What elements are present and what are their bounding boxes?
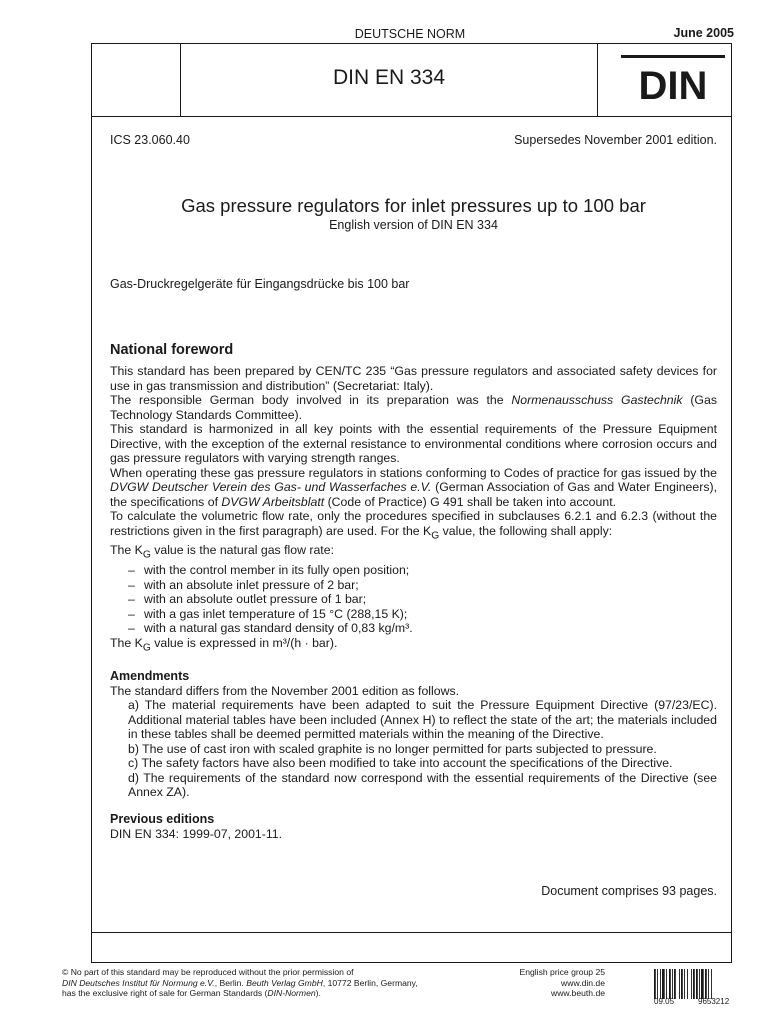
supersedes-note: Supersedes November 2001 edition. — [514, 133, 717, 147]
list-item: – with the control member in its fully open position; — [126, 563, 717, 578]
barcode-bar — [674, 969, 676, 999]
text-run: DIN-Normen — [267, 988, 316, 998]
copyright-line — [62, 988, 492, 999]
barcode-bar — [666, 969, 667, 999]
barcode-bar — [701, 969, 704, 999]
title-divider-right — [597, 43, 598, 116]
barcode-bar — [699, 969, 700, 999]
barcode-bar — [705, 969, 707, 999]
foreword-heading: National foreword — [110, 342, 234, 358]
text-run: value, the following shall apply: — [439, 523, 613, 538]
foreword-paragraph: This standard has been prepared by CEN/TC 235 “Gas pressure regulators and associated safety devices for use in gas transmission and distribution” (Secretariat: Italy). — [110, 364, 717, 393]
previous-editions-text: DIN EN 334: 1999-07, 2001-11. — [110, 826, 283, 841]
barcode-bar — [672, 969, 673, 999]
main-title: Gas pressure regulators for inlet pressures up to 100 bar — [181, 195, 646, 216]
website-link[interactable]: www.beuth.de — [551, 988, 605, 998]
foreword-paragraph — [110, 636, 717, 656]
german-title: Gas-Druckregelgeräte für Eingangsdrücke bis 100 bar — [110, 277, 410, 291]
text-run: DIN Deutsches Institut für Normung e.V. — [62, 977, 215, 988]
norm-label: DEUTSCHE NORM — [354, 27, 466, 41]
text-run: ). — [315, 988, 321, 998]
barcode-bar — [679, 969, 680, 999]
amendments-heading: Amendments — [110, 668, 190, 683]
copyright-line — [62, 978, 492, 989]
barcode-number: 9653212 — [698, 997, 730, 1006]
text-run: The K — [110, 635, 143, 650]
text-run: , 10772 Berlin, Germany, — [322, 977, 418, 988]
amendments-intro: The standard differs from the November 2001 edition as follows. — [110, 683, 460, 698]
amendment-item: a) The material requirements have been adapted to suit the Pressure Equipment Directive (97/23/EC). Additional material tables have been included (Annex H) to reflect the state of the art; the materials included in these tables shall be deemed permitted materials within the meaning of the Directive. — [128, 698, 717, 742]
price-group: English price group 25 — [519, 967, 605, 977]
list-item: – with a natural gas standard density of 0,83 kg/m³. — [126, 621, 717, 636]
barcode-bar — [657, 969, 658, 999]
foreword-paragraph — [110, 543, 717, 563]
barcode-bar — [660, 969, 661, 999]
barcode-bar — [708, 969, 709, 999]
document-number: DIN EN 334 — [332, 66, 446, 89]
barcode-bar — [681, 969, 683, 999]
copyright-line: © No part of this standard may be reproduced without the prior permission of — [62, 967, 354, 977]
page-count-note: Document comprises 93 pages. — [541, 884, 717, 898]
barcode-bar — [684, 969, 685, 999]
text-run: , Berlin. — [214, 977, 247, 988]
committee-name: Normenausschuss Gastechnik — [511, 393, 683, 407]
foreword-paragraph — [110, 393, 717, 422]
foreword-paragraph — [110, 509, 717, 543]
title-block — [91, 43, 732, 117]
subscript: G — [142, 549, 151, 561]
barcode-bar — [687, 969, 688, 999]
barcode-bar — [691, 969, 692, 999]
text-run: The responsible German body involved in its preparation was the — [110, 393, 512, 407]
subscript: G — [431, 529, 440, 541]
document-body — [110, 342, 717, 841]
logo-text: DIN — [638, 64, 708, 105]
text-run: (Gas Technology Standards Committee). — [110, 393, 717, 422]
association-name: DVGW Deutscher Verein des Gas- und Wasserfaches e.V. — [110, 480, 432, 494]
website-link[interactable]: www.din.de — [561, 977, 605, 988]
text-run: The K — [110, 543, 143, 558]
text-run: Beuth Verlag GmbH — [246, 977, 323, 988]
text-run: value is expressed in m³/(h · bar). — [150, 635, 338, 650]
text-run: value is the natural gas flow rate: — [150, 543, 334, 558]
amendment-item: b) The use of cast iron with scaled graphite is no longer permitted for parts subjected to pressure. — [128, 741, 657, 756]
foreword-paragraph — [110, 466, 717, 510]
previous-editions-heading: Previous editions — [110, 811, 215, 826]
amendment-item: d) The requirements of the standard now correspond with the essential requirements of the Directive (see Annex ZA). — [128, 770, 717, 800]
text-run: has the exclusive right of sale for German Standards ( — [62, 988, 268, 998]
barcode-bar — [711, 969, 712, 999]
publication-date: June 2005 — [673, 26, 734, 40]
text-run: When operating these gas pressure regulators in stations conforming to Codes of practice for gas issued by the — [110, 465, 717, 480]
barcode-bar — [696, 969, 698, 999]
logo-top-bar — [621, 55, 725, 58]
din-logo-icon — [621, 55, 725, 105]
footer-divider — [91, 932, 732, 933]
foreword-paragraph: This standard is harmonized in all key points with the essential requirements of the Pressure Equipment Directive, with the exception of the external resistance to environmental conditions where corrosion occurs and gas pressure regulators with varying strength ranges. — [110, 422, 717, 465]
code-name: DVGW Arbeitsblatt — [221, 494, 325, 509]
barcode-date: 09.05 — [654, 997, 675, 1006]
text-run: To calculate the volumetric flow rate, only the procedures specified in subclauses 6.2.1 and 6.2.3 (without the restrictions given in the first paragraph) are used. For the K — [110, 509, 717, 538]
list-item: – with a gas inlet temperature of 15 °C (288,15 K); — [126, 607, 717, 622]
subscript: G — [142, 642, 151, 654]
copyright-notice — [62, 967, 492, 999]
text-run: (Code of Practice) G 491 shall be taken into account. — [324, 494, 617, 509]
list-item: – with an absolute outlet pressure of 1 bar; — [126, 592, 717, 607]
barcode-icon — [654, 967, 734, 1001]
subtitle: English version of DIN EN 334 — [329, 218, 498, 232]
price-info — [497, 967, 605, 999]
condition-list — [110, 563, 717, 636]
barcode-bar — [693, 969, 695, 999]
amendment-item: c) The safety factors have also been modified to take into account the specifications of the Directive. — [128, 756, 673, 771]
barcode-bar — [654, 969, 656, 999]
barcode-bar — [662, 969, 665, 999]
text-run: (German Association of Gas and Water Engineers), the specifications of — [110, 480, 717, 509]
ics-code: ICS 23.060.40 — [110, 133, 190, 147]
barcode-bar — [669, 969, 671, 999]
list-item: – with an absolute inlet pressure of 2 bar; — [126, 578, 717, 593]
